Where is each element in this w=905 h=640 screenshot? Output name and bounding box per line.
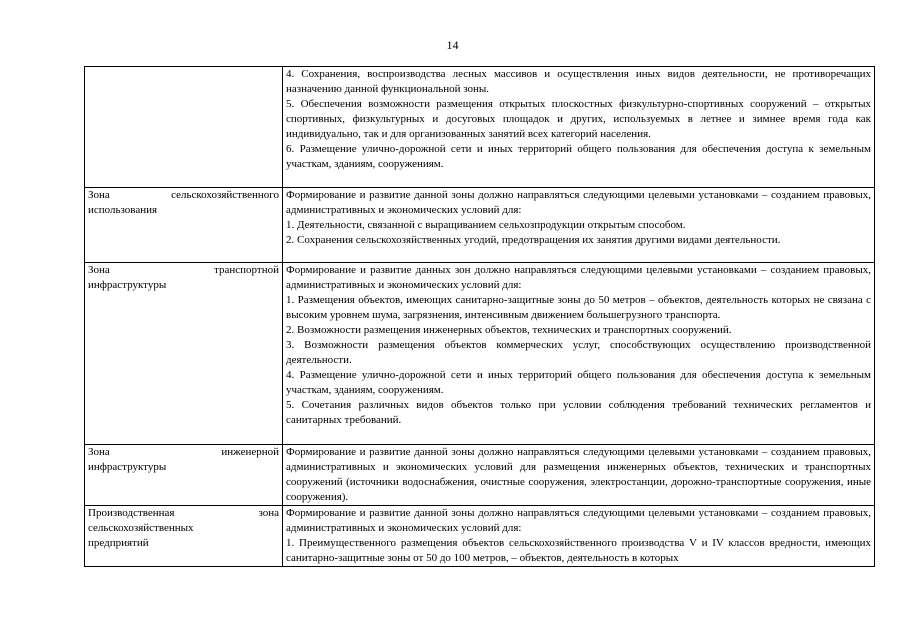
zone-name-cell: [85, 263, 283, 445]
description-paragraph: 1. Размещения объектов, имеющих санитарно-защитные зоны до 50 метров – объектов, деятельность которых не связана с высоким уровнем шума, загрязнения, интенсивным движением большегрузного транспорта.: [286, 294, 871, 321]
zone-name-line: предприятий: [88, 537, 149, 549]
table-row: [85, 506, 875, 567]
zone-name-cell: [85, 67, 283, 188]
page-number: 14: [446, 38, 459, 52]
description-paragraph: 1. Деятельности, связанной с выращиванием сельхозпродукции открытым способом.: [286, 219, 686, 231]
zone-description-cell: [283, 506, 875, 567]
zone-description-cell: [283, 445, 875, 506]
zone-description-cell: [283, 67, 875, 188]
description-paragraph: 5. Обеспечения возможности размещения открытых плоскостных физкультурно-спортивных сооружений – открытых спортивных, физкультурных и досуговых площадок и других, используемых в летнее и зимнее время года как индивидуально, так и для организованных занятий всех категорий населения.: [286, 98, 871, 140]
description-paragraph: Формирование и развитие данной зоны должно направляться следующими целевыми установками – созданием правовых, административных и экономических условий для:: [286, 189, 871, 216]
description-paragraph: 3. Возможности размещения объектов коммерческих услуг, способствующих осуществлению производственной деятельности.: [286, 339, 871, 366]
table-row: [85, 188, 875, 263]
zone-name-line: Зона транспортной: [88, 264, 279, 276]
description-paragraph: 2. Сохранения сельскохозяйственных угодий, предотвращения их занятия другими видами деятельности.: [286, 234, 781, 246]
description-paragraph: 2. Возможности размещения инженерных объектов, технических и транспортных сооружений.: [286, 324, 732, 336]
description-paragraph: 6. Размещение улично-дорожной сети и иных территорий общего пользования для обеспечения доступа к земельным участкам, зданиям, сооружениям.: [286, 143, 871, 170]
zone-name-line: Производственная зона: [88, 507, 279, 519]
zones-table: [84, 66, 875, 567]
zone-description-cell: [283, 188, 875, 263]
table-row: [85, 67, 875, 188]
description-paragraph: Формирование и развитие данных зон должно направляться следующими целевыми установками – созданием правовых, административных и экономических условий для:: [286, 264, 871, 291]
description-paragraph: 5. Сочетания различных видов объектов только при условии соблюдения требований технических регламентов и санитарных требований.: [286, 399, 871, 426]
table-row: [85, 445, 875, 506]
zone-name-line: инфраструктуры: [88, 461, 167, 473]
zone-name-line: Зона сельскохозяйственного: [88, 189, 279, 201]
zone-name-line: инфраструктуры: [88, 279, 167, 291]
description-paragraph: 1. Преимущественного размещения объектов сельскохозяйственного производства V и IV классов вредности, имеющих санитарно-защитные зоны от 50 до 100 метров, – объектов, деятельность в которых: [286, 537, 871, 564]
description-paragraph: 4. Размещение улично-дорожной сети и иных территорий общего пользования для обеспечения доступа к земельным участкам, зданиям, сооружениям.: [286, 369, 871, 396]
zone-name-cell: [85, 445, 283, 506]
description-paragraph: Формирование и развитие данной зоны должно направляться следующими целевыми установками – созданием правовых, административных и экономических условий для:: [286, 507, 871, 534]
description-paragraph: 4. Сохранения, воспроизводства лесных массивов и осуществления иных видов деятельности, не противоречащих назначению данной функциональной зоны.: [286, 68, 871, 95]
zone-name-line: сельскохозяйственных: [88, 522, 194, 534]
zone-name-cell: [85, 506, 283, 567]
zone-name-line: использования: [88, 204, 158, 216]
description-paragraph: Формирование и развитие данной зоны должно направляться следующими целевыми установками – созданием правовых, административных и экономических условий для размещения инженерных объектов, технических и транспортных сооружений (источники водоснабжения, очистные сооружения, электростанции, дорожно-транспортные сооружения, иные сооружения).: [286, 446, 871, 503]
table-row: [85, 263, 875, 445]
zone-name-line: Зона инженерной: [88, 446, 279, 458]
zone-description-cell: [283, 263, 875, 445]
zone-name-cell: [85, 188, 283, 263]
